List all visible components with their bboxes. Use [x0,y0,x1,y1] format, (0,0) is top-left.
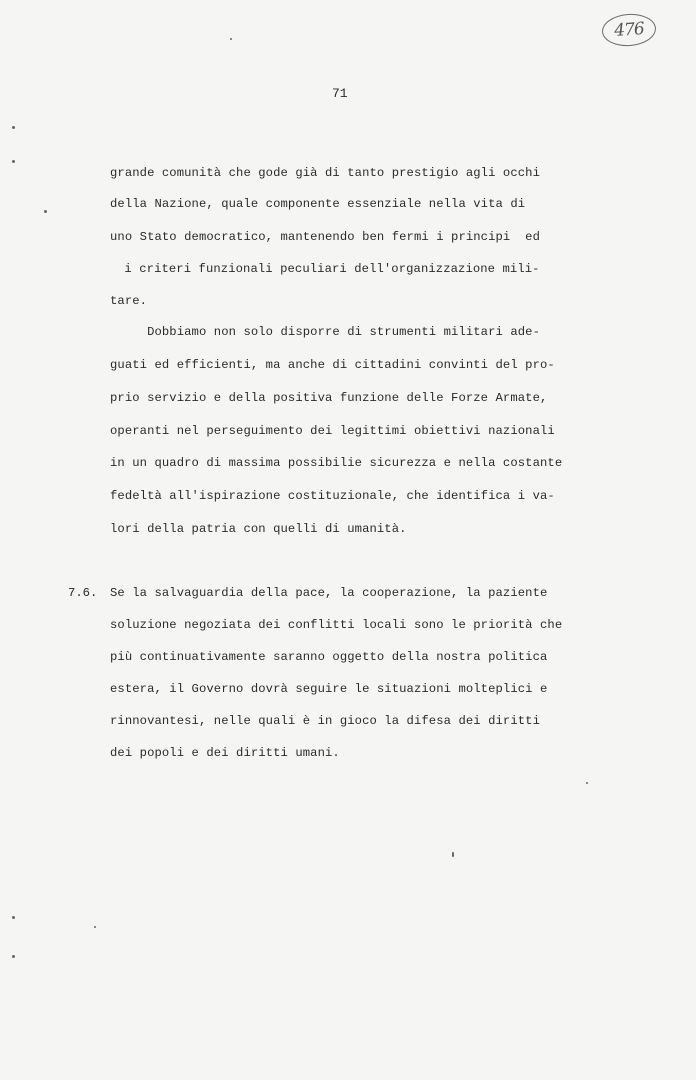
page-number: 71 [332,86,348,101]
scan-speck [12,955,15,958]
scan-speck [94,926,96,928]
text-line: in un quadro di massima possibilie sicurezza e nella costante [110,456,563,470]
text-line: rinnovantesi, nelle quali è in gioco la difesa dei diritti [110,714,540,728]
text-line: della Nazione, quale componente essenziale nella vita di [110,197,526,211]
text-line: grande comunità che gode già di tanto prestigio agli occhi [110,166,540,180]
section-number: 7.6. [68,586,98,600]
text-line: più continuativamente saranno oggetto della nostra politica [110,650,548,664]
scan-speck [230,38,232,40]
scan-speck [12,126,15,129]
text-line: fedeltà all'ispirazione costituzionale, che identifica i va- [110,489,555,503]
scan-speck [586,782,588,784]
text-line: operanti nel perseguimento dei legittimi obiettivi nazionali [110,424,555,438]
text-line: soluzione negoziata dei conflitti locali sono le priorità che [110,618,563,632]
scan-speck [44,210,47,213]
text-line: prio servizio e della positiva funzione delle Forze Armate, [110,391,548,405]
scan-speck [12,916,15,919]
text-line: tare. [110,294,148,308]
text-line: Dobbiamo non solo disporre di strumenti militari ade- [110,325,540,339]
text-line: lori della patria con quelli di umanità. [110,522,407,536]
text-line: guati ed efficienti, ma anche di cittadini convinti del pro- [110,358,555,372]
archive-stamp: 476 [601,12,657,48]
text-line: estera, il Governo dovrà seguire le situazioni molteplici e [110,682,548,696]
text-line: Se la salvaguardia della pace, la cooperazione, la paziente [110,586,548,600]
scan-speck [452,852,454,857]
text-line: uno Stato democratico, mantenendo ben fermi i principi ed [110,230,540,244]
text-line: dei popoli e dei diritti umani. [110,746,340,760]
scan-speck [12,160,15,163]
text-line: i criteri funzionali peculiari dell'organizzazione mili- [117,262,540,276]
